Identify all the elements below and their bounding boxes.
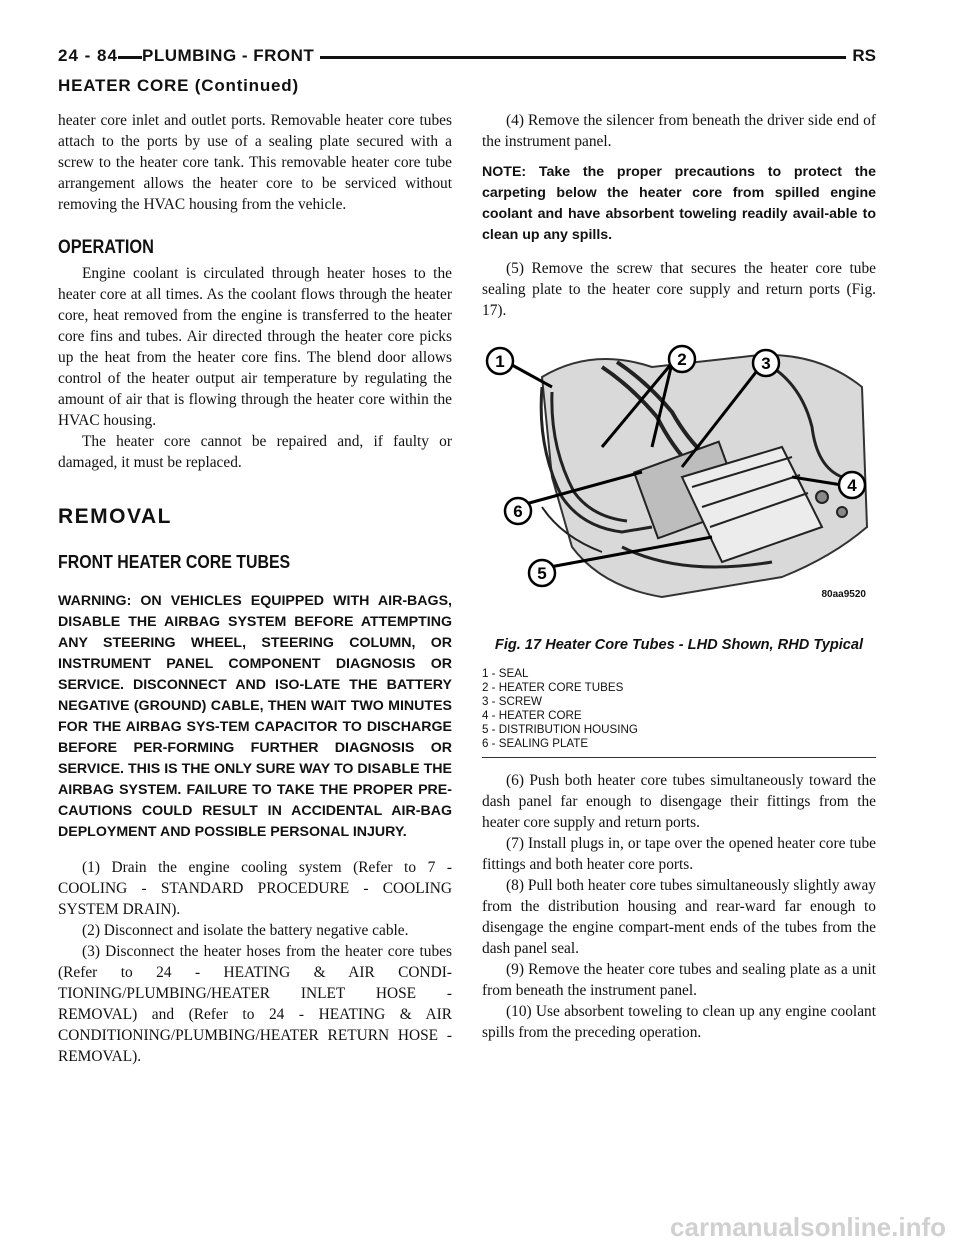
watermark: carmanualsonline.info [670,1212,946,1242]
step-3: (3) Disconnect the heater hoses from the heater core tubes (Refer to 24 - HEATING & AIR CONDI-TIONING/PLUMBING/HEATER INLET HOSE - REMOVAL) and (Refer to 24 - HEATING & AIR CONDITIONING/PLUMBING/HEATER RETURN HOSE - REMOVAL). [58,943,452,1065]
step-6: (6) Push both heater core tubes simultaneously toward the dash panel far enough to disengage their fittings from the heater core supply and return ports. [482,772,876,831]
page-header [58,46,876,68]
model-code: RS [846,46,876,66]
callout-2: 2 [677,350,687,369]
legend-item: 1 - SEAL [482,667,529,680]
callout-1: 1 [495,352,505,371]
heater-core-illustration [482,327,876,627]
legend-item: 3 - SCREW [482,695,542,708]
step-1: (1) Drain the engine cooling system (Refer to 7 - COOLING - STANDARD PROCEDURE - COOLING SYSTEM DRAIN). [58,859,452,918]
figure-legend [482,667,876,758]
step-7: (7) Install plugs in, or tape over the opened heater core tube fittings and both heater core ports. [482,835,876,873]
step-9: (9) Remove the heater core tubes and sealing plate as a unit from beneath the instrument panel. [482,961,876,999]
callout-3: 3 [761,354,771,373]
step-4: (4) Remove the silencer from beneath the driver side end of the instrument panel. [482,112,876,150]
operation-paragraph-2: The heater core cannot be repaired and, if faulty or damaged, it must be replaced. [58,433,452,471]
callout-6: 6 [513,502,523,521]
page-number: 24 - 84 [58,46,118,65]
subheading: FRONT HEATER CORE TUBES [58,551,291,572]
removal-heading: REMOVAL [58,505,172,528]
left-column [58,110,452,1067]
figure-image-code: 80aa9520 [821,589,866,600]
legend-item: 6 - SEALING PLATE [482,737,589,750]
figure-caption: Fig. 17 Heater Core Tubes - LHD Shown, RHD Typical [494,637,864,653]
warning-text: WARNING: ON VEHICLES EQUIPPED WITH AIR-BAGS, DISABLE THE AIRBAG SYSTEM BEFORE ATTEMPTING ANY STEERING WHEEL, STEERING COLUMN, OR INSTRUMENT PANEL COMPONENT DIAGNOSIS OR SERVICE. DISCONNECT AND ISO-LATE THE BATTERY NEGATIVE (GROUND) CABLE, THEN WAIT TWO MINUTES FOR THE AIRBAG SYS-TEM CAPACITOR TO DISCHARGE BEFORE PER-FORMING FURTHER DIAGNOSIS OR SERVICE. THIS IS THE ONLY SURE WAY TO DISABLE THE AIRBAG SYSTEM. FAILURE TO TAKE THE PROPER PRE-CAUTIONS COULD RESULT IN ACCIDENTAL AIR-BAG DEPLOYMENT AND POSSIBLE PERSONAL INJURY. [58,593,452,840]
operation-heading: OPERATION [58,237,154,258]
legend-item: 5 - DISTRIBUTION HOUSING [482,723,638,736]
section-title: PLUMBING - FRONT [142,46,320,66]
callout-5: 5 [537,564,547,583]
intro-paragraph: heater core inlet and outlet ports. Removable heater core tubes attach to the ports by use of a sealing plate secured with a screw to the heater core tank. This removable heater core tube arrangement allows the heater core to be serviced without removing the HVAC housing from the vehicle. [58,112,452,213]
step-2: (2) Disconnect and isolate the battery negative cable. [82,922,409,939]
legend-item: 4 - HEATER CORE [482,709,582,722]
step-5: (5) Remove the screw that secures the heater core tube sealing plate to the heater core supply and return ports (Fig. 17). [482,260,876,319]
callout-4: 4 [847,476,857,495]
legend-item: 2 - HEATER CORE TUBES [482,681,624,694]
note-text: NOTE: Take the proper precautions to protect the carpeting below the heater core from spilled engine coolant and have absorbent toweling readily avail-able to clean up any spills. [482,164,876,243]
operation-paragraph: Engine coolant is circulated through heater hoses to the heater core at all times. As the coolant flows through the heater core, heat removed from the engine is transferred to the heater core fins and tubes. Air directed through the heater core picks up the heat from the heater core fins. The blend door allows control of the heater output air temperature by regulating the amount of air that is flowing through the heater core within the HVAC housing. [58,265,452,429]
step-10: (10) Use absorbent toweling to clean up any engine coolant spills from the preceding operation. [482,1003,876,1041]
right-column [482,110,876,1043]
figure-17 [482,327,876,627]
step-8: (8) Pull both heater core tubes simultaneously slightly away from the distribution housing and rear-ward far enough to disengage the engine compart-ment ends of the tubes from the dash panel seal. [482,877,876,957]
continued-title: HEATER CORE (Continued) [58,76,299,95]
